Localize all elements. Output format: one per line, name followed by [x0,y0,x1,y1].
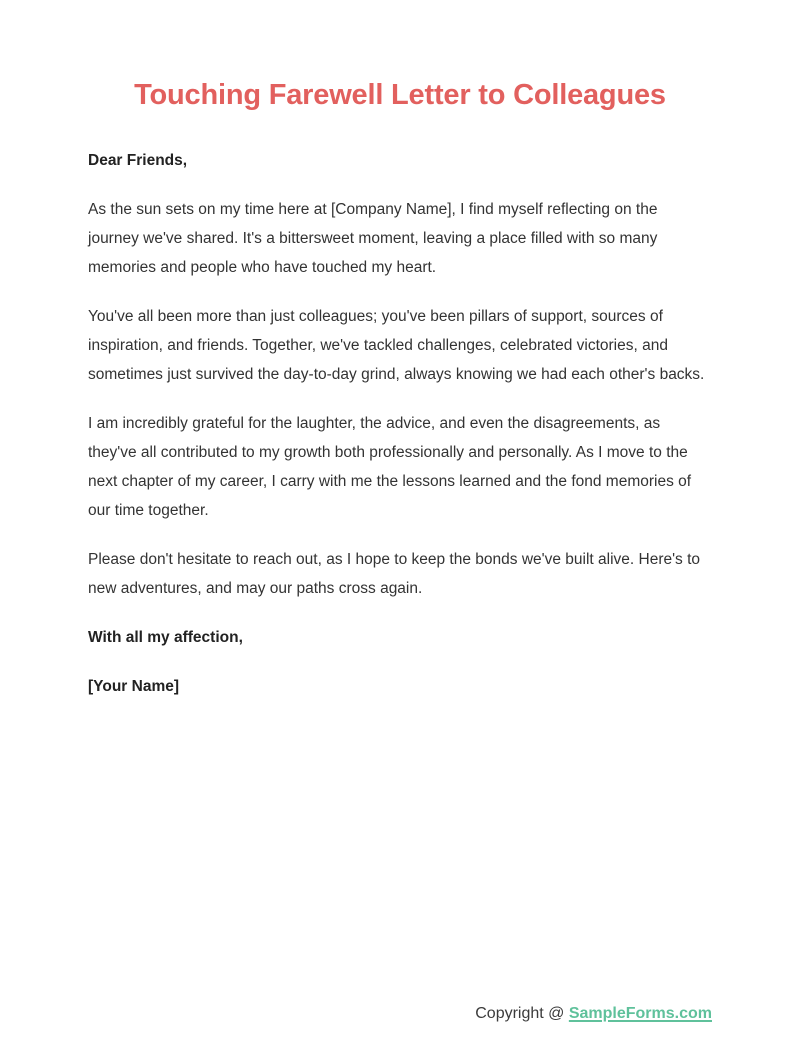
letter-body [88,0,712,701]
page-title: Touching Farewell Letter to Colleagues [134,79,666,111]
letter-paragraph-3: I am incredibly grateful for the laughter, the advice, and even the disagreements, as they've all contributed to my growth both professionally and personally. As I move to the next chapter of my career, I carry with me the lessons learned and the fond memories of our time together. [88,415,692,519]
letter-paragraph-4: Please don't hesitate to reach out, as I hope to keep the bonds we've built alive. Here's to new adventures, and may our paths cross again. [88,551,701,597]
letter-signature: [Your Name] [88,678,180,695]
footer [475,1004,712,1024]
letter-salutation: Dear Friends, [88,152,188,169]
letter-paragraph-1: As the sun sets on my time here at [Company Name], I find myself reflecting on the journey we've shared. It's a bittersweet moment, leaving a place filled with so many memories and people who have touched my heart. [88,201,658,276]
sampleforms-link[interactable]: SampleForms.com [568,1005,712,1022]
letter-paragraph-2: You've all been more than just colleagues; you've been pillars of support, sources of inspiration, and friends. Together, we've tackled challenges, celebrated victories, and sometimes just survived the day-to-day grind, always knowing we had each other's backs. [88,308,705,383]
copyright-text: Copyright @ [475,1005,569,1022]
letter-closing: With all my affection, [88,629,243,646]
